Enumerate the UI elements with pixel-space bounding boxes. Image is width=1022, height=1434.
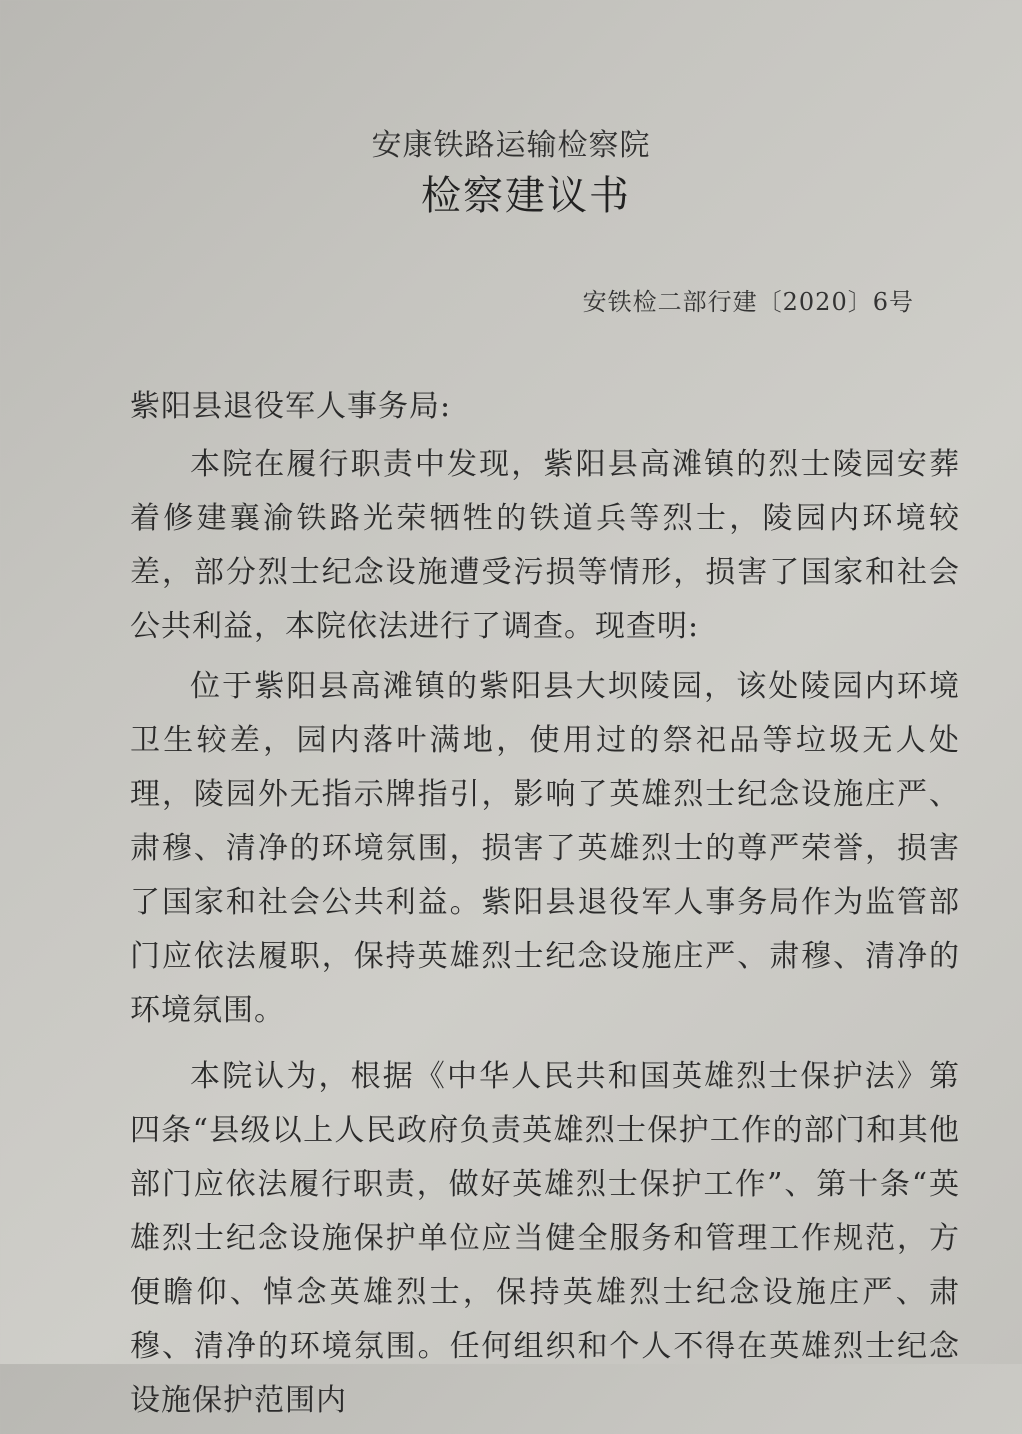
salutation: 紫阳县退役军人事务局: — [130, 389, 452, 424]
paragraph-legal-basis: 本院认为，根据《中华人民共和国英雄烈士保护法》第四条“县级以上人民政府负责英雄烈士保护工作的部门和其他部门应依法履行职责，做好英雄烈士保护工作”、第十条“英雄烈士纪念设施保护单位应当健全服务和管理工作规范，方便瞻仰、悼念英雄烈士，保持英雄烈士纪念设施庄严、肃穆、清净的环境氛围。任何组织和个人不得在英雄烈士纪念设施保护范围内 — [130, 1059, 960, 1418]
paragraph-investigation: 位于紫阳县高滩镇的紫阳县大坝陵园，该处陵园内环境卫生较差，园内落叶满地，使用过的祭祀品等垃圾无人处理，陵园外无指示牌指引，影响了英雄烈士纪念设施庄严、肃穆、清净的环境氛围，损害了英雄烈士的尊严荣誉，损害了国家和社会公共利益。紫阳县退役军人事务局作为监管部门应依法履职，保持英雄烈士纪念设施庄严、肃穆、清净的环境氛围。 — [130, 669, 960, 1028]
organization-name: 安康铁路运输检察院 — [371, 128, 651, 163]
document-title: 检察建议书 — [421, 173, 631, 219]
document-number: 安铁检二部行建〔2020〕6号 — [582, 288, 914, 316]
letter-body — [130, 380, 960, 1434]
paragraph-findings-intro: 本院在履行职责中发现，紫阳县高滩镇的烈士陵园安葬着修建襄渝铁路光荣牺牲的铁道兵等烈士，陵园内环境较差，部分烈士纪念设施遭受污损等情形，损害了国家和社会公共利益，本院依法进行了调查。现查明: — [130, 447, 960, 644]
